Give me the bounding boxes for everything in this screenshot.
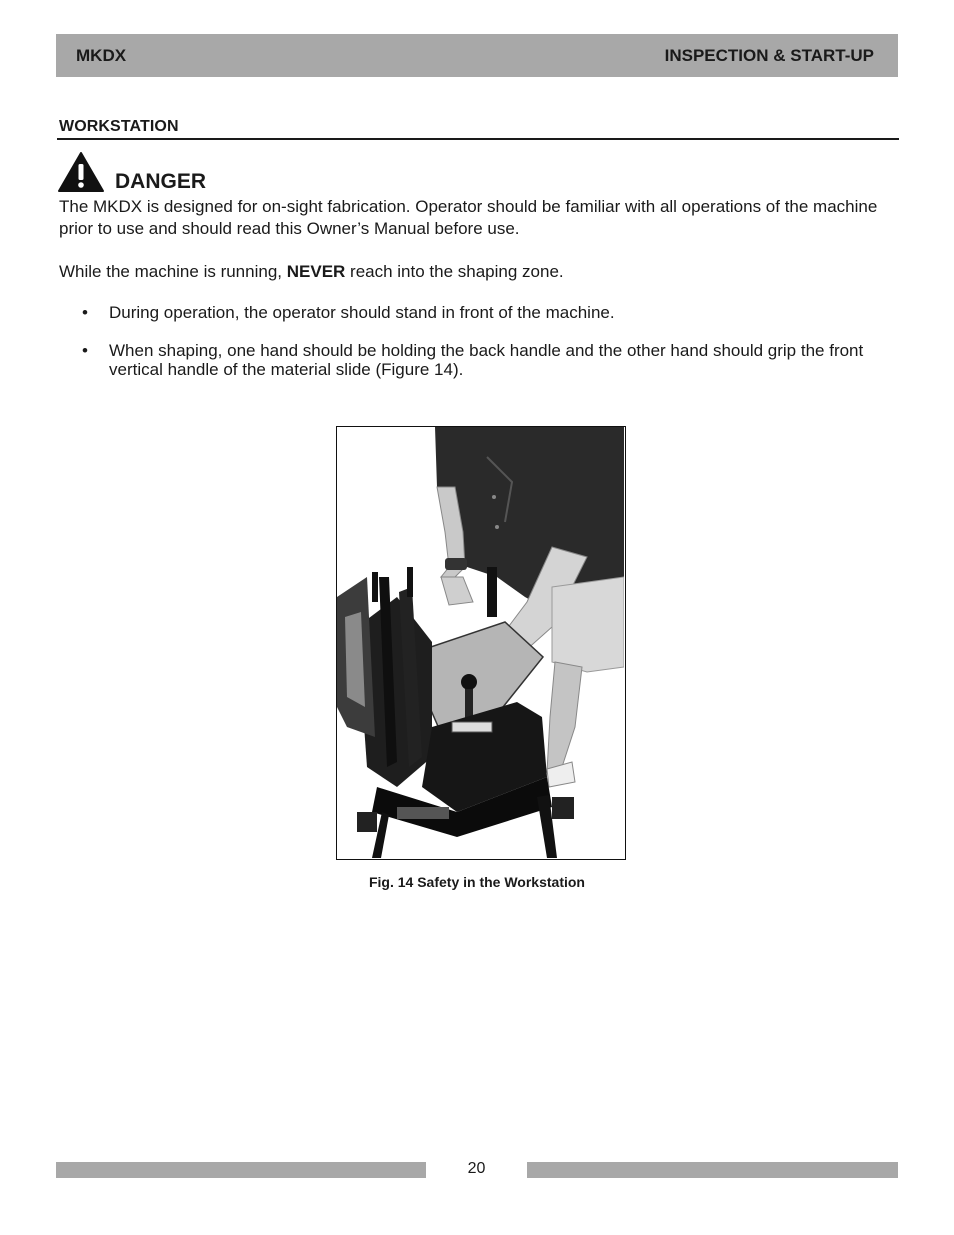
danger-heading: DANGER [115, 170, 207, 193]
section-divider [57, 138, 899, 140]
header-product-name: MKDX [76, 45, 127, 65]
list-item [82, 341, 892, 379]
figure-caption: Fig. 14 Safety in the Workstation [368, 874, 585, 890]
danger-warning-paragraph [59, 261, 899, 283]
warning-prefix: While the machine is running, [59, 262, 287, 281]
footer-bar-left [56, 1162, 426, 1178]
danger-intro-paragraph: The MKDX is designed for on-sight fabrication. Operator should be familiar with all operations of the machine prior to use and should read this Owner’s Manual before use. [59, 197, 878, 238]
section-title: WORKSTATION [59, 118, 179, 135]
operator-at-workstation-photo [337, 427, 624, 858]
page-number: 20 [467, 1160, 486, 1177]
footer-bar-right [527, 1162, 898, 1178]
list-item-text: When shaping, one hand should be holding the back handle and the other hand should grip the front vertical handle of the material slide (Figure 14). [109, 341, 864, 379]
figure-14-photo [336, 426, 626, 860]
list-item [82, 303, 892, 322]
bullet-marker: • [82, 341, 88, 360]
page-header [56, 34, 898, 77]
warning-suffix: reach into the shaping zone. [345, 262, 564, 281]
header-section-name: INSPECTION & START-UP [664, 45, 874, 65]
list-item-text: During operation, the operator should stand in front of the machine. [109, 303, 615, 322]
warning-triangle-icon [57, 151, 105, 193]
bullet-marker: • [82, 303, 88, 322]
warning-emphasis: NEVER [286, 262, 346, 281]
